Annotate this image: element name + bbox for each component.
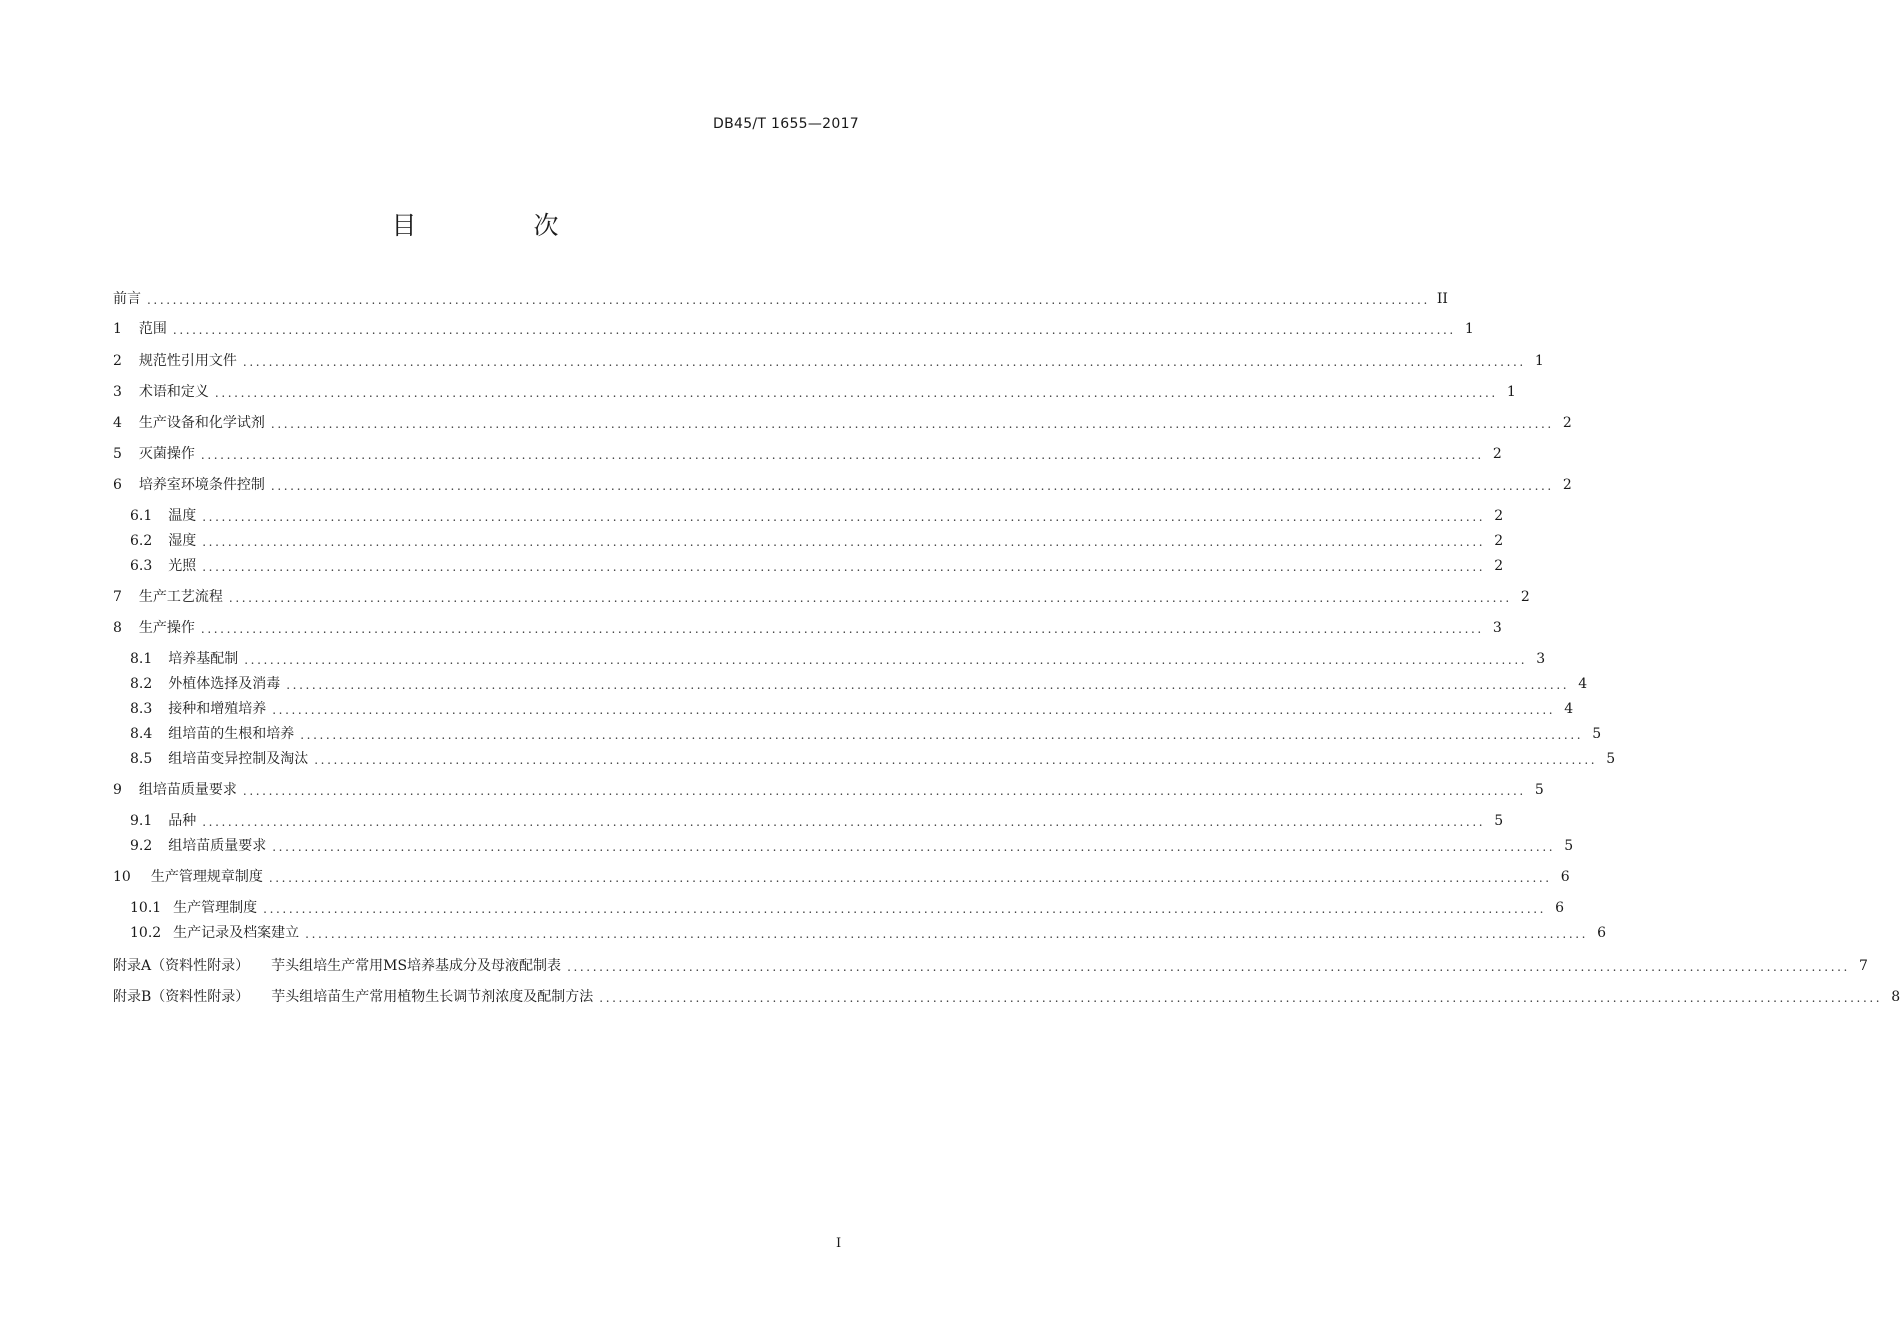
toc-entry-page: 5 bbox=[1592, 726, 1602, 742]
toc-entry[interactable] bbox=[113, 381, 1516, 401]
toc-entry-page: 2 bbox=[1494, 558, 1504, 574]
toc-entry-number: 6 bbox=[113, 477, 122, 493]
toc-entry-number: 附录A（资料性附录） bbox=[113, 958, 250, 974]
toc-entry[interactable] bbox=[113, 866, 1570, 886]
toc-entry-label: 生产管理制度 bbox=[173, 900, 258, 916]
toc-entry-page: 2 bbox=[1562, 477, 1572, 493]
toc-entry-number: 8.1 bbox=[130, 651, 153, 667]
toc-entry-page: 3 bbox=[1492, 620, 1502, 636]
toc-entry[interactable] bbox=[113, 443, 1502, 463]
toc-entry-label: 芋头组培苗生产常用植物生长调节剂浓度及配制方法 bbox=[271, 989, 594, 1005]
toc-leader-dots: ........................................................................................................................................................................................................ bbox=[202, 815, 1486, 829]
toc-leader-dots: ........................................................................................................................................................................................................ bbox=[200, 448, 1484, 462]
toc-leader-dots: ........................................................................................................................................................................................................ bbox=[202, 510, 1486, 524]
toc-entry-page: 2 bbox=[1492, 446, 1502, 462]
toc-entry-label: 组培苗质量要求 bbox=[138, 782, 237, 798]
toc-entry-page: 5 bbox=[1564, 838, 1574, 854]
toc-entry-number: 3 bbox=[113, 384, 122, 400]
toc-leader-dots: ........................................................................................................................................................................................................ bbox=[202, 535, 1486, 549]
toc-entry-number: 9 bbox=[113, 782, 122, 798]
toc-entry-page: 5 bbox=[1606, 751, 1616, 767]
toc-entry[interactable] bbox=[113, 288, 1448, 308]
toc-title: 目 次 bbox=[391, 211, 605, 240]
toc-entry-label: 湿度 bbox=[168, 533, 197, 549]
toc-entry[interactable] bbox=[113, 955, 1868, 975]
toc-entry[interactable] bbox=[130, 897, 1565, 917]
toc-leader-dots: ........................................................................................................................................................................................................ bbox=[272, 703, 1556, 717]
toc-entry[interactable] bbox=[130, 530, 1504, 550]
toc-leader-dots: ........................................................................................................................................................................................................ bbox=[228, 591, 1512, 605]
toc-entry-page: 2 bbox=[1562, 415, 1572, 431]
toc-entry-page: 6 bbox=[1560, 869, 1570, 885]
toc-entry[interactable] bbox=[130, 505, 1504, 525]
toc-entry-label: 品种 bbox=[168, 813, 197, 829]
toc-leader-dots: ........................................................................................................................................................................................................ bbox=[172, 323, 1456, 337]
toc-entry-label: 温度 bbox=[168, 508, 197, 524]
toc-entry-number: 附录B（资料性附录） bbox=[113, 989, 250, 1005]
toc-entry-label: 组培苗的生根和培养 bbox=[168, 726, 295, 742]
toc-entry-label: 生产设备和化学试剂 bbox=[138, 415, 265, 431]
toc-entry-label: 组培苗质量要求 bbox=[168, 838, 267, 854]
toc-leader-dots: ........................................................................................................................................................................................................ bbox=[202, 560, 1486, 574]
toc-entry-label: 培养室环境条件控制 bbox=[138, 477, 265, 493]
toc-entry-label: 外植体选择及消毒 bbox=[168, 676, 281, 692]
toc-entry[interactable] bbox=[130, 698, 1574, 718]
toc-entry-page: 3 bbox=[1536, 651, 1546, 667]
toc-entry[interactable] bbox=[113, 586, 1530, 606]
toc-entry-number: 4 bbox=[113, 415, 122, 431]
toc-entry-label: 生产工艺流程 bbox=[138, 589, 223, 605]
toc-entry-number: 8 bbox=[113, 620, 122, 636]
toc-leader-dots: ........................................................................................................................................................................................................ bbox=[263, 902, 1547, 916]
toc-entry-page: 7 bbox=[1859, 958, 1868, 974]
toc-entry[interactable] bbox=[113, 779, 1544, 799]
toc-entry-label: 前言 bbox=[113, 291, 141, 307]
toc-entry-page: 4 bbox=[1564, 701, 1574, 717]
toc-entry-page: 5 bbox=[1494, 813, 1504, 829]
toc-entry-number: 6.2 bbox=[130, 533, 153, 549]
toc-entry-label: 培养基配制 bbox=[168, 651, 239, 667]
toc-entry-number: 6.1 bbox=[130, 508, 153, 524]
toc-entry-number: 7 bbox=[113, 589, 122, 605]
toc-entry[interactable] bbox=[113, 617, 1502, 637]
toc-entry-number: 10 bbox=[113, 869, 131, 885]
doc-code: DB45/T 1655—2017 bbox=[713, 116, 859, 132]
toc-leader-dots: ........................................................................................................................................................................................................ bbox=[242, 784, 1526, 798]
toc-leader-dots: ........................................................................................................................................................................................................ bbox=[286, 678, 1570, 692]
toc-entry-page: 6 bbox=[1597, 925, 1607, 941]
toc-leader-dots: ........................................................................................................................................................................................................ bbox=[268, 871, 1552, 885]
toc-entry-label: 规范性引用文件 bbox=[138, 353, 237, 369]
toc-entry-label: 接种和增殖培养 bbox=[168, 701, 267, 717]
toc-entry-number: 8.2 bbox=[130, 676, 153, 692]
toc-leader-dots: ........................................................................................................................................................................................................ bbox=[305, 927, 1589, 941]
toc-leader-dots: ........................................................................................................................................................................................................ bbox=[567, 960, 1850, 974]
toc-entry-page: 5 bbox=[1534, 782, 1544, 798]
toc-entry[interactable] bbox=[113, 350, 1544, 370]
toc-entry[interactable] bbox=[130, 835, 1574, 855]
toc-entry-number: 10.1 bbox=[130, 900, 162, 916]
toc-entry-page: 4 bbox=[1578, 676, 1588, 692]
toc-entry[interactable] bbox=[130, 723, 1602, 743]
toc-entry[interactable] bbox=[113, 986, 1900, 1006]
toc-entry-number: 10.2 bbox=[130, 925, 162, 941]
toc-entry-number: 1 bbox=[113, 321, 122, 337]
toc-leader-dots: ........................................................................................................................................................................................................ bbox=[244, 653, 1528, 667]
toc-entry[interactable] bbox=[113, 318, 1474, 338]
toc-leader-dots: ........................................................................................................................................................................................................ bbox=[200, 622, 1484, 636]
toc-entry-page: 8 bbox=[1891, 989, 1900, 1005]
toc-entry-page: 2 bbox=[1494, 533, 1504, 549]
toc-entry[interactable] bbox=[113, 412, 1572, 432]
toc-entry-label: 芋头组培生产常用MS培养基成分及母液配制表 bbox=[271, 958, 562, 974]
toc-entry-number: 9.2 bbox=[130, 838, 153, 854]
toc-entry-label: 范围 bbox=[138, 321, 167, 337]
toc-entry[interactable] bbox=[130, 555, 1504, 575]
toc-leader-dots: ........................................................................................................................................................................................................ bbox=[300, 728, 1584, 742]
toc-leader-dots: ........................................................................................................................................................................................................ bbox=[270, 479, 1554, 493]
toc-entry-page: 1 bbox=[1534, 353, 1544, 369]
toc-entry-page: 2 bbox=[1494, 508, 1504, 524]
toc-leader-dots: ........................................................................................................................................................................................................ bbox=[214, 386, 1498, 400]
toc-leader-dots: ........................................................................................................................................................................................................ bbox=[242, 355, 1526, 369]
toc-leader-dots: ........................................................................................................................................................................................................ bbox=[272, 840, 1556, 854]
toc-entry[interactable] bbox=[113, 474, 1572, 494]
toc-entry-label: 生产记录及档案建立 bbox=[173, 925, 300, 941]
toc-entry-number: 8.3 bbox=[130, 701, 153, 717]
toc-entry-number: 8.4 bbox=[130, 726, 153, 742]
toc-entry-page: 1 bbox=[1506, 384, 1516, 400]
toc-entry-label: 生产操作 bbox=[138, 620, 195, 636]
toc-entry-number: 5 bbox=[113, 446, 122, 462]
toc-leader-dots: ........................................................................................................................................................................................................ bbox=[270, 417, 1554, 431]
toc-entry-number: 8.5 bbox=[130, 751, 153, 767]
toc-leader-dots: ........................................................................................................................................................................................................ bbox=[147, 293, 1430, 307]
toc-entry-label: 组培苗变异控制及淘汰 bbox=[168, 751, 309, 767]
toc-entry[interactable] bbox=[130, 810, 1504, 830]
toc-entry[interactable] bbox=[130, 922, 1607, 942]
toc-leader-dots: ........................................................................................................................................................................................................ bbox=[599, 991, 1883, 1005]
toc-entry-label: 光照 bbox=[168, 558, 197, 574]
toc-entry-label: 生产管理规章制度 bbox=[150, 869, 263, 885]
toc-entry-number: 2 bbox=[113, 353, 122, 369]
toc-entry-page: 2 bbox=[1520, 589, 1530, 605]
toc-entry[interactable] bbox=[130, 673, 1588, 693]
toc-entry-page: 6 bbox=[1555, 900, 1565, 916]
toc-entry-page: II bbox=[1436, 291, 1448, 307]
toc-entry-label: 术语和定义 bbox=[138, 384, 209, 400]
toc-entry-number: 6.3 bbox=[130, 558, 153, 574]
page-number: I bbox=[836, 1236, 842, 1251]
toc-entry-number: 9.1 bbox=[130, 813, 153, 829]
toc-entry-label: 灭菌操作 bbox=[138, 446, 195, 462]
toc-entry[interactable] bbox=[130, 748, 1616, 768]
toc-entry[interactable] bbox=[130, 648, 1546, 668]
toc-entry-page: 1 bbox=[1464, 321, 1474, 337]
toc-leader-dots: ........................................................................................................................................................................................................ bbox=[314, 753, 1598, 767]
